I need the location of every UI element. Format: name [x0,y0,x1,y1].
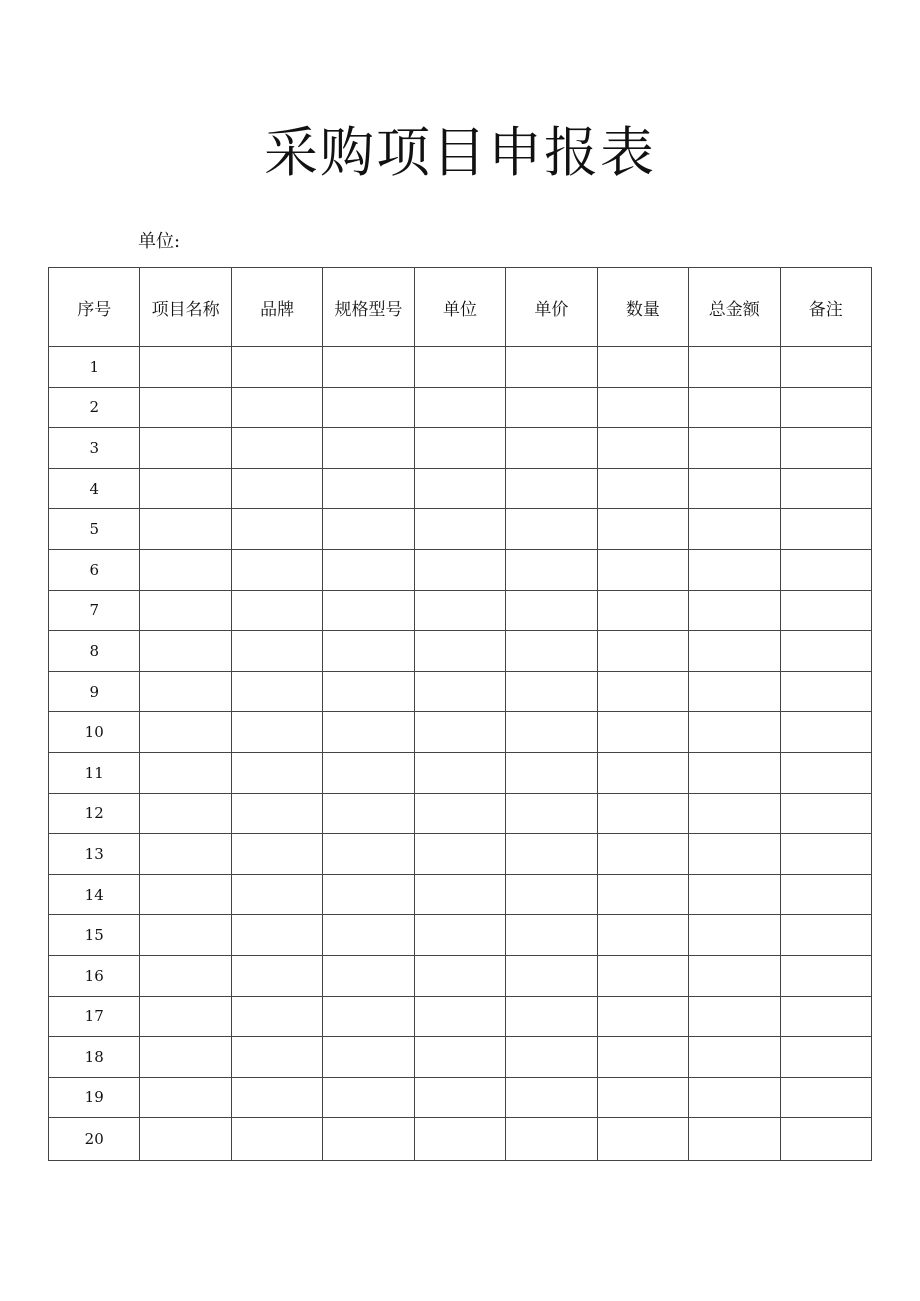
table-row [49,428,872,469]
cell-unit[interactable] [414,955,505,996]
cell-quantity[interactable] [597,428,688,469]
cell-unit-price[interactable] [506,1037,597,1078]
cell-brand[interactable] [231,874,322,915]
cell-total[interactable] [689,509,780,550]
cell-spec[interactable] [323,549,414,590]
cell-remarks[interactable] [780,590,872,631]
cell-quantity[interactable] [597,631,688,672]
cell-unit[interactable] [414,509,505,550]
cell-remarks[interactable] [780,387,872,428]
table-row [49,834,872,875]
cell-item-name[interactable] [140,996,231,1037]
cell-item-name[interactable] [140,955,231,996]
col-header-total: 总金额 [689,268,780,347]
cell-quantity[interactable] [597,752,688,793]
cell-serial: 9 [49,671,140,712]
cell-brand[interactable] [231,1037,322,1078]
cell-item-name[interactable] [140,549,231,590]
table-row [49,590,872,631]
cell-spec[interactable] [323,996,414,1037]
cell-brand[interactable] [231,509,322,550]
col-header-quantity: 数量 [597,268,688,347]
cell-unit-price[interactable] [506,347,597,388]
cell-remarks[interactable] [780,874,872,915]
cell-unit[interactable] [414,468,505,509]
cell-remarks[interactable] [780,549,872,590]
table-row [49,712,872,753]
table-row [49,509,872,550]
cell-total[interactable] [689,793,780,834]
cell-unit-price[interactable] [506,631,597,672]
cell-remarks[interactable] [780,509,872,550]
cell-quantity[interactable] [597,955,688,996]
cell-unit[interactable] [414,387,505,428]
col-header-item-name: 项目名称 [140,268,231,347]
cell-remarks[interactable] [780,793,872,834]
cell-remarks[interactable] [780,468,872,509]
cell-spec[interactable] [323,347,414,388]
table-row [49,1037,872,1078]
cell-unit-price[interactable] [506,996,597,1037]
cell-item-name[interactable] [140,834,231,875]
table-row [49,955,872,996]
page-title: 采购项目申报表 [264,121,656,184]
table-row [49,915,872,956]
cell-item-name[interactable] [140,915,231,956]
table-row [49,793,872,834]
col-header-unit-price: 单价 [506,268,597,347]
cell-quantity[interactable] [597,793,688,834]
cell-quantity[interactable] [597,468,688,509]
cell-serial: 1 [49,347,140,388]
cell-serial: 18 [49,1037,140,1078]
cell-brand[interactable] [231,428,322,469]
cell-serial: 5 [49,509,140,550]
col-header-brand: 品牌 [231,268,322,347]
cell-total[interactable] [689,996,780,1037]
cell-unit-price[interactable] [506,671,597,712]
cell-total[interactable] [689,1037,780,1078]
cell-quantity[interactable] [597,996,688,1037]
cell-serial: 15 [49,915,140,956]
cell-brand[interactable] [231,712,322,753]
cell-serial: 4 [49,468,140,509]
col-header-unit: 单位 [414,268,505,347]
cell-serial: 11 [49,752,140,793]
cell-serial: 3 [49,428,140,469]
cell-quantity[interactable] [597,387,688,428]
table-row [49,468,872,509]
cell-item-name[interactable] [140,631,231,672]
cell-unit-price[interactable] [506,549,597,590]
cell-spec[interactable] [323,1077,414,1118]
table-row [49,752,872,793]
table-row [49,996,872,1037]
cell-total[interactable] [689,1077,780,1118]
unit-label: 单位: [138,231,181,252]
cell-quantity[interactable] [597,549,688,590]
cell-spec[interactable] [323,712,414,753]
cell-unit-price[interactable] [506,955,597,996]
cell-unit-price[interactable] [506,874,597,915]
cell-unit[interactable] [414,996,505,1037]
cell-total[interactable] [689,752,780,793]
cell-serial: 2 [49,387,140,428]
cell-item-name[interactable] [140,387,231,428]
cell-unit[interactable] [414,347,505,388]
cell-total[interactable] [689,834,780,875]
cell-serial: 20 [49,1118,140,1161]
cell-item-name[interactable] [140,347,231,388]
cell-unit[interactable] [414,549,505,590]
cell-item-name[interactable] [140,1077,231,1118]
cell-spec[interactable] [323,752,414,793]
cell-spec[interactable] [323,428,414,469]
cell-unit[interactable] [414,1118,505,1161]
cell-brand[interactable] [231,1077,322,1118]
cell-item-name[interactable] [140,590,231,631]
cell-brand[interactable] [231,996,322,1037]
cell-serial: 8 [49,631,140,672]
cell-total[interactable] [689,631,780,672]
cell-serial: 16 [49,955,140,996]
col-header-spec: 规格型号 [323,268,414,347]
cell-item-name[interactable] [140,509,231,550]
table-row [49,631,872,672]
cell-unit[interactable] [414,1037,505,1078]
cell-total[interactable] [689,1118,780,1161]
cell-brand[interactable] [231,468,322,509]
cell-remarks[interactable] [780,996,872,1037]
cell-unit[interactable] [414,671,505,712]
cell-serial: 14 [49,874,140,915]
cell-quantity[interactable] [597,1037,688,1078]
cell-quantity[interactable] [597,671,688,712]
cell-spec[interactable] [323,955,414,996]
cell-item-name[interactable] [140,712,231,753]
cell-spec[interactable] [323,631,414,672]
cell-brand[interactable] [231,590,322,631]
cell-unit[interactable] [414,834,505,875]
cell-unit-price[interactable] [506,793,597,834]
cell-unit-price[interactable] [506,590,597,631]
cell-brand[interactable] [231,631,322,672]
cell-total[interactable] [689,428,780,469]
cell-unit-price[interactable] [506,1077,597,1118]
cell-item-name[interactable] [140,874,231,915]
table-header-row [49,268,872,347]
cell-total[interactable] [689,549,780,590]
cell-unit-price[interactable] [506,428,597,469]
cell-serial: 10 [49,712,140,753]
procurement-table [48,267,872,1161]
cell-remarks[interactable] [780,631,872,672]
table-row [49,874,872,915]
table-row [49,1118,872,1161]
col-header-remarks: 备注 [780,268,872,347]
cell-serial: 7 [49,590,140,631]
cell-quantity[interactable] [597,509,688,550]
cell-unit[interactable] [414,712,505,753]
cell-remarks[interactable] [780,347,872,388]
table-row [49,347,872,388]
cell-remarks[interactable] [780,834,872,875]
cell-brand[interactable] [231,387,322,428]
cell-brand[interactable] [231,955,322,996]
cell-remarks[interactable] [780,915,872,956]
cell-quantity[interactable] [597,1077,688,1118]
cell-spec[interactable] [323,671,414,712]
cell-remarks[interactable] [780,752,872,793]
cell-remarks[interactable] [780,955,872,996]
cell-total[interactable] [689,915,780,956]
cell-brand[interactable] [231,915,322,956]
cell-spec[interactable] [323,834,414,875]
cell-item-name[interactable] [140,428,231,469]
cell-unit-price[interactable] [506,1118,597,1161]
table-body [49,347,872,1161]
table-row [49,549,872,590]
cell-brand[interactable] [231,834,322,875]
cell-remarks[interactable] [780,1077,872,1118]
cell-total[interactable] [689,671,780,712]
cell-spec[interactable] [323,1037,414,1078]
cell-unit[interactable] [414,915,505,956]
cell-total[interactable] [689,874,780,915]
cell-brand[interactable] [231,671,322,712]
cell-unit[interactable] [414,1077,505,1118]
col-header-serial: 序号 [49,268,140,347]
cell-serial: 17 [49,996,140,1037]
cell-brand[interactable] [231,1118,322,1161]
cell-unit-price[interactable] [506,915,597,956]
cell-unit[interactable] [414,874,505,915]
cell-remarks[interactable] [780,1118,872,1161]
cell-serial: 13 [49,834,140,875]
cell-quantity[interactable] [597,712,688,753]
cell-unit-price[interactable] [506,752,597,793]
cell-brand[interactable] [231,752,322,793]
cell-total[interactable] [689,955,780,996]
cell-unit[interactable] [414,793,505,834]
cell-total[interactable] [689,387,780,428]
cell-unit-price[interactable] [506,509,597,550]
table-row [49,671,872,712]
cell-unit[interactable] [414,752,505,793]
cell-brand[interactable] [231,549,322,590]
cell-remarks[interactable] [780,1037,872,1078]
cell-spec[interactable] [323,915,414,956]
cell-serial: 6 [49,549,140,590]
cell-unit-price[interactable] [506,468,597,509]
cell-item-name[interactable] [140,752,231,793]
cell-spec[interactable] [323,509,414,550]
cell-item-name[interactable] [140,468,231,509]
cell-unit[interactable] [414,590,505,631]
cell-spec[interactable] [323,387,414,428]
cell-quantity[interactable] [597,874,688,915]
cell-spec[interactable] [323,468,414,509]
cell-serial: 19 [49,1077,140,1118]
cell-quantity[interactable] [597,347,688,388]
cell-item-name[interactable] [140,1118,231,1161]
cell-quantity[interactable] [597,915,688,956]
cell-spec[interactable] [323,590,414,631]
cell-quantity[interactable] [597,1118,688,1161]
cell-total[interactable] [689,712,780,753]
cell-spec[interactable] [323,874,414,915]
cell-serial: 12 [49,793,140,834]
cell-remarks[interactable] [780,712,872,753]
cell-item-name[interactable] [140,671,231,712]
cell-brand[interactable] [231,347,322,388]
cell-total[interactable] [689,468,780,509]
cell-total[interactable] [689,590,780,631]
cell-brand[interactable] [231,793,322,834]
cell-total[interactable] [689,347,780,388]
cell-unit[interactable] [414,631,505,672]
cell-unit-price[interactable] [506,712,597,753]
cell-unit[interactable] [414,428,505,469]
table-row [49,1077,872,1118]
table-row [49,387,872,428]
cell-spec[interactable] [323,1118,414,1161]
cell-quantity[interactable] [597,834,688,875]
cell-remarks[interactable] [780,671,872,712]
cell-spec[interactable] [323,793,414,834]
cell-item-name[interactable] [140,793,231,834]
cell-unit-price[interactable] [506,834,597,875]
cell-item-name[interactable] [140,1037,231,1078]
cell-remarks[interactable] [780,428,872,469]
cell-quantity[interactable] [597,590,688,631]
cell-unit-price[interactable] [506,387,597,428]
